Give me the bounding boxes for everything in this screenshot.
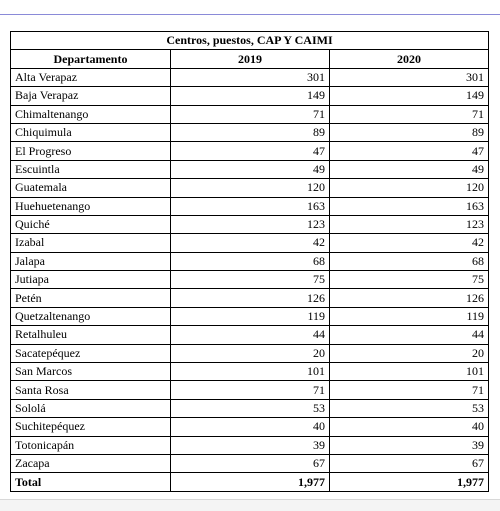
- table-row: [11, 436, 489, 454]
- total-2020: 1,977: [330, 473, 489, 491]
- table-row: [11, 105, 489, 123]
- table-row: [11, 363, 489, 381]
- table-row: [11, 326, 489, 344]
- cell-2020: 67: [330, 454, 489, 472]
- cell-2019: 42: [171, 234, 330, 252]
- cell-2019: 163: [171, 197, 330, 215]
- cell-2019: 20: [171, 344, 330, 362]
- table-row: [11, 87, 489, 105]
- table-row: [11, 418, 489, 436]
- cell-2019: 301: [171, 68, 330, 86]
- cell-departamento: San Marcos: [11, 363, 171, 381]
- table-row: [11, 399, 489, 417]
- cell-departamento: Escuintla: [11, 160, 171, 178]
- cell-2019: 120: [171, 179, 330, 197]
- cell-departamento: Chimaltenango: [11, 105, 171, 123]
- data-table: [10, 31, 489, 492]
- table-row: [11, 234, 489, 252]
- cell-2020: 20: [330, 344, 489, 362]
- cell-departamento: Quetzaltenango: [11, 307, 171, 325]
- table-row: [11, 68, 489, 86]
- table-row: [11, 123, 489, 141]
- cell-2020: 149: [330, 87, 489, 105]
- cell-2019: 49: [171, 160, 330, 178]
- table-title: Centros, puestos, CAP Y CAIMI: [11, 32, 489, 50]
- cell-2019: 67: [171, 454, 330, 472]
- table-row: [11, 252, 489, 270]
- cell-2019: 71: [171, 381, 330, 399]
- cell-departamento: El Progreso: [11, 142, 171, 160]
- table-row: [11, 454, 489, 472]
- page-top-rule: [0, 14, 500, 15]
- cell-departamento: Guatemala: [11, 179, 171, 197]
- column-header-2020: 2020: [330, 50, 489, 68]
- table-row: [11, 197, 489, 215]
- cell-departamento: Suchitepéquez: [11, 418, 171, 436]
- cell-2020: 126: [330, 289, 489, 307]
- cell-departamento: Santa Rosa: [11, 381, 171, 399]
- cell-2020: 47: [330, 142, 489, 160]
- table-row: [11, 271, 489, 289]
- cell-departamento: Sacatepéquez: [11, 344, 171, 362]
- table-row: [11, 344, 489, 362]
- table-total-row: [11, 473, 489, 491]
- table-row: [11, 381, 489, 399]
- cell-2019: 40: [171, 418, 330, 436]
- cell-2020: 42: [330, 234, 489, 252]
- cell-2019: 39: [171, 436, 330, 454]
- cell-2020: 119: [330, 307, 489, 325]
- cell-2019: 123: [171, 215, 330, 233]
- cell-2020: 301: [330, 68, 489, 86]
- cell-2019: 75: [171, 271, 330, 289]
- cell-2019: 89: [171, 123, 330, 141]
- cell-departamento: Petén: [11, 289, 171, 307]
- cell-departamento: Alta Verapaz: [11, 68, 171, 86]
- cell-2020: 53: [330, 399, 489, 417]
- cell-2019: 126: [171, 289, 330, 307]
- cell-2020: 75: [330, 271, 489, 289]
- cell-2019: 101: [171, 363, 330, 381]
- cell-departamento: Jutiapa: [11, 271, 171, 289]
- table-row: [11, 307, 489, 325]
- cell-2019: 71: [171, 105, 330, 123]
- cell-2019: 44: [171, 326, 330, 344]
- cell-2020: 89: [330, 123, 489, 141]
- cell-departamento: Zacapa: [11, 454, 171, 472]
- table-row: [11, 142, 489, 160]
- cell-2019: 149: [171, 87, 330, 105]
- cell-2020: 163: [330, 197, 489, 215]
- cell-departamento: Baja Verapaz: [11, 87, 171, 105]
- page-bottom-strip: [0, 499, 500, 511]
- cell-2020: 44: [330, 326, 489, 344]
- cell-departamento: Sololá: [11, 399, 171, 417]
- cell-departamento: Retalhuleu: [11, 326, 171, 344]
- table-row: [11, 179, 489, 197]
- table-row: [11, 289, 489, 307]
- cell-2020: 49: [330, 160, 489, 178]
- cell-departamento: Izabal: [11, 234, 171, 252]
- cell-2020: 40: [330, 418, 489, 436]
- column-header-2019: 2019: [171, 50, 330, 68]
- cell-departamento: Totonicapán: [11, 436, 171, 454]
- cell-2019: 68: [171, 252, 330, 270]
- table-body: [11, 68, 489, 473]
- table-row: [11, 215, 489, 233]
- cell-2019: 47: [171, 142, 330, 160]
- cell-2020: 71: [330, 381, 489, 399]
- table-row: [11, 160, 489, 178]
- table-header-row: [11, 50, 489, 68]
- cell-2020: 68: [330, 252, 489, 270]
- cell-2019: 119: [171, 307, 330, 325]
- cell-2020: 120: [330, 179, 489, 197]
- cell-departamento: Quiché: [11, 215, 171, 233]
- total-2019: 1,977: [171, 473, 330, 491]
- cell-departamento: Jalapa: [11, 252, 171, 270]
- table-title-row: [11, 32, 489, 50]
- cell-departamento: Chiquimula: [11, 123, 171, 141]
- cell-2020: 101: [330, 363, 489, 381]
- total-label: Total: [11, 473, 171, 491]
- cell-2020: 123: [330, 215, 489, 233]
- cell-2020: 71: [330, 105, 489, 123]
- column-header-departamento: Departamento: [11, 50, 171, 68]
- cell-2020: 39: [330, 436, 489, 454]
- cell-departamento: Huehuetenango: [11, 197, 171, 215]
- cell-2019: 53: [171, 399, 330, 417]
